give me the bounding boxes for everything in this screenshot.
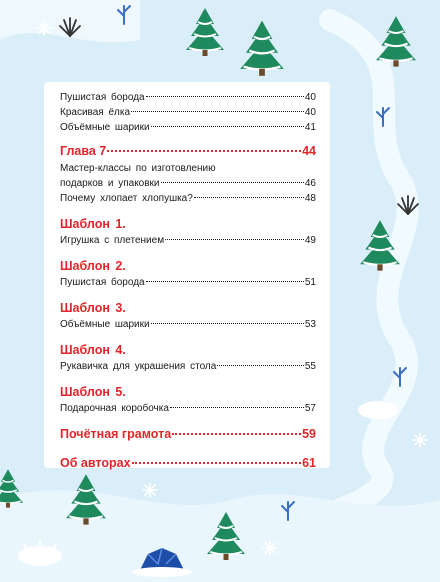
snowflake-icon (263, 541, 277, 555)
template-heading: Шаблон 1. (60, 217, 126, 231)
toc-entry-title: Красивая ёлка (60, 107, 131, 118)
dot-leader (146, 281, 304, 282)
dot-leader (107, 150, 301, 152)
toc-entry-title-line: Мастер-классы по изготовлению (60, 163, 216, 174)
toc-entry[interactable] (60, 359, 316, 374)
toc-entry-page: 51 (304, 277, 316, 288)
dot-leader (170, 407, 304, 408)
toc-entry-page: 41 (304, 122, 316, 133)
authors-heading[interactable] (60, 455, 316, 472)
toc-entry-title: подарков и упаковки (60, 178, 160, 189)
certificate-heading[interactable] (60, 426, 316, 443)
snowflake-icon (37, 21, 51, 35)
toc-entry[interactable] (60, 191, 316, 206)
chapter-page: 61 (302, 456, 316, 470)
toc-entry-page: 46 (304, 178, 316, 189)
fir-tree-icon (376, 16, 416, 66)
fir-tree-icon (240, 21, 284, 76)
toc-entry-page: 40 (304, 107, 316, 118)
snowflake-icon (413, 433, 427, 447)
dot-leader (146, 96, 304, 97)
toc-entry-title: Подарочная коробочка (60, 403, 169, 414)
toc-entry[interactable] (60, 176, 316, 191)
table-of-contents (60, 90, 316, 472)
toc-entry-page: 48 (304, 193, 316, 204)
toc-entry-title: Объёмные шарики (60, 122, 150, 133)
dot-leader (172, 433, 301, 435)
dot-leader (194, 197, 304, 198)
toc-entry[interactable] (60, 275, 316, 290)
toc-entry-title: Пушистая борода (60, 92, 145, 103)
toc-entry[interactable] (60, 401, 316, 416)
dot-leader (217, 365, 304, 366)
dot-leader (132, 462, 302, 464)
template-heading: Шаблон 3. (60, 301, 126, 315)
fir-tree-icon (186, 8, 224, 56)
toc-entry-page: 55 (304, 361, 316, 372)
dot-leader (165, 239, 304, 240)
template-heading: Шаблон 5. (60, 385, 126, 399)
chapter-page: 44 (302, 144, 316, 158)
toc-entry-page: 40 (304, 92, 316, 103)
dot-leader (151, 323, 304, 324)
toc-entry-title: Рукавичка для украшения стола (60, 361, 217, 372)
dot-leader (131, 111, 304, 112)
toc-entry-title: Пушистая борода (60, 277, 145, 288)
toc-entry-page: 49 (304, 235, 316, 246)
chapter-title: Почётная грамота (60, 427, 172, 441)
template-heading: Шаблон 4. (60, 343, 126, 357)
chapter-title: Об авторах (60, 456, 131, 470)
toc-entry[interactable] (60, 90, 316, 105)
snowy-bush-icon (18, 540, 62, 566)
template-heading: Шаблон 2. (60, 259, 126, 273)
toc-entry[interactable] (60, 233, 316, 248)
toc-entry[interactable] (60, 120, 316, 135)
fir-tree-icon (0, 469, 23, 507)
toc-entry[interactable] (60, 105, 316, 120)
toc-entry-title: Почему хлопает хлопушка? (60, 193, 193, 204)
toc-entry-page: 57 (304, 403, 316, 414)
toc-entry-title: Объёмные шарики (60, 319, 150, 330)
chapter-title: Глава 7 (60, 144, 107, 158)
toc-entry-title: Игрушка с плетением (60, 235, 165, 246)
dot-leader (161, 182, 304, 183)
snowy-bush-icon (358, 401, 398, 419)
dot-leader (151, 126, 304, 127)
toc-entry[interactable] (60, 317, 316, 332)
chapter-page: 59 (302, 427, 316, 441)
chapter-heading[interactable] (60, 143, 316, 160)
toc-entry-page: 53 (304, 319, 316, 330)
snowflake-icon (143, 483, 157, 497)
